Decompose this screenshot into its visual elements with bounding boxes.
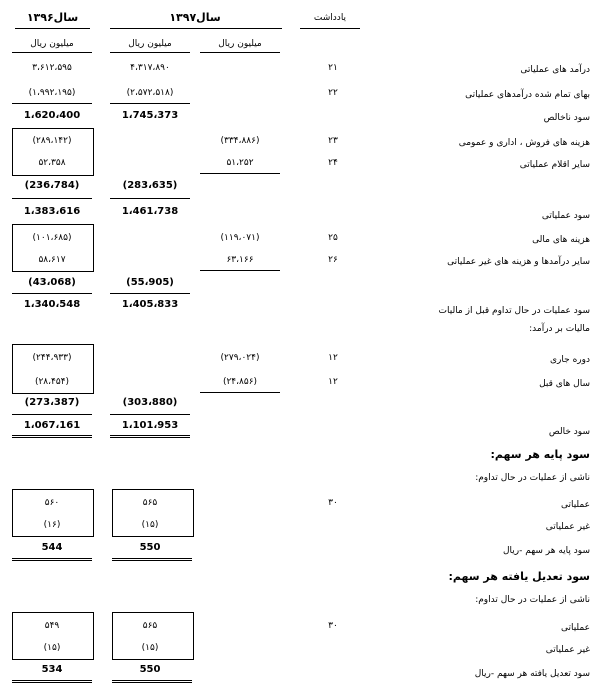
row-label-revenue: درآمد های عملیاتی bbox=[520, 65, 590, 75]
row-c1-selling-admin: (۲۸۹،۱۴۲) bbox=[32, 136, 72, 146]
row-c2-sub3: (303،880) bbox=[122, 397, 178, 408]
adj-eps-subtitle: ناشی از عملیات در حال تداوم: bbox=[475, 595, 590, 605]
row-c2-adj-op: ۵۶۵ bbox=[142, 621, 158, 631]
row-c3-other-op: ۵۱،۲۵۲ bbox=[226, 158, 254, 168]
row-c1-eps-total: 544 bbox=[41, 542, 63, 553]
adj-eps-section-title: سود تعدیل یافته هر سهم: bbox=[448, 570, 590, 583]
row-c1-pretax: 1،340،548 bbox=[23, 299, 81, 310]
row-c1-gross-profit: 1،620،400 bbox=[23, 110, 81, 121]
year-1396-header: سال۱۳۹۶ bbox=[26, 11, 79, 24]
row-c1-sub1: (236،784) bbox=[24, 180, 80, 191]
row-c2-sub2: (55،905) bbox=[126, 277, 174, 288]
row-c2-cogs: (۲،۵۷۲،۵۱۸) bbox=[126, 88, 174, 98]
rule-cogs-c1 bbox=[12, 103, 92, 104]
row-label-cogs: بهای تمام شده درآمدهای عملیاتی bbox=[465, 90, 590, 100]
row-label-eps-op: عملیاتی bbox=[560, 500, 590, 510]
row-label-tax-prior: سال های قبل bbox=[539, 379, 590, 389]
row-c1-adj-total: 534 bbox=[41, 664, 63, 675]
row-c1-other-op: ۵۲،۳۵۸ bbox=[38, 158, 66, 168]
row-note-cogs: ۲۲ bbox=[328, 88, 338, 98]
row-note-other-nonop: ۲۶ bbox=[328, 255, 338, 265]
row-note-finance: ۲۵ bbox=[328, 233, 338, 243]
row-c1-tax-current: (۲۴۴،۹۳۳) bbox=[32, 353, 72, 363]
row-c2-eps-op: ۵۶۵ bbox=[142, 498, 158, 508]
row-c1-adj-nonop: (۱۵) bbox=[43, 643, 61, 653]
rule-sub1-c1 bbox=[12, 198, 92, 199]
row-c3-tax-prior: (۲۴،۸۵۶) bbox=[222, 377, 258, 387]
row-c1-finance: (۱۰۱،۶۸۵) bbox=[32, 233, 72, 243]
header-rule-note bbox=[300, 28, 360, 29]
unit-rule-c1 bbox=[12, 52, 92, 53]
unit-label-c1: میلیون ریال bbox=[30, 39, 74, 49]
row-c1-net-profit: 1،067،161 bbox=[23, 420, 81, 431]
row-note-eps-op: ۳۰ bbox=[328, 498, 338, 508]
row-label-pretax: سود عملیات در حال تداوم قبل از مالیات bbox=[438, 306, 590, 316]
row-c1-adj-op: ۵۴۹ bbox=[44, 621, 60, 631]
header-rule-1397 bbox=[110, 28, 282, 29]
double-rule-eps-c1 bbox=[12, 558, 92, 561]
row-c1-eps-nonop: (۱۶) bbox=[43, 520, 61, 530]
row-label-eps-nonop: غیر عملیاتی bbox=[545, 522, 590, 532]
row-note-revenue: ۲۱ bbox=[328, 63, 338, 73]
rule-other-op-c3 bbox=[200, 173, 280, 174]
row-c2-eps-nonop: (۱۵) bbox=[141, 520, 159, 530]
row-c2-gross-profit: 1،745،373 bbox=[121, 110, 179, 121]
row-label-finance: هزینه های مالی bbox=[532, 235, 590, 245]
rule-cogs-c2 bbox=[110, 103, 190, 104]
row-c2-revenue: ۴،۳۱۷،۸۹۰ bbox=[130, 63, 170, 73]
unit-rule-c2 bbox=[110, 52, 190, 53]
double-rule-eps-c2 bbox=[112, 558, 192, 561]
row-c1-tax-prior: (۲۸،۴۵۴) bbox=[34, 377, 70, 387]
row-label-tax-title: مالیات بر درآمد: bbox=[529, 324, 590, 334]
row-c1-other-nonop: ۵۸،۶۱۷ bbox=[38, 255, 66, 265]
row-label-net-profit: سود خالص bbox=[548, 427, 590, 437]
rule-sub2-c2 bbox=[110, 293, 190, 294]
row-note-other-op: ۲۴ bbox=[328, 158, 338, 168]
row-note-tax-prior: ۱۲ bbox=[328, 377, 338, 387]
row-label-eps-total: سود پایه هر سهم -ریال bbox=[503, 546, 590, 556]
rule-sub1-c2 bbox=[110, 198, 190, 199]
row-label-selling-admin: هزینه های فروش ، اداری و عمومی bbox=[458, 138, 590, 148]
row-c1-cogs: (۱،۹۹۲،۱۹۵) bbox=[28, 88, 76, 98]
row-c1-sub3: (273،387) bbox=[24, 397, 80, 408]
row-label-adj-total: سود تعدیل یافته هر سهم -ریال bbox=[474, 669, 590, 679]
row-c2-adj-nonop: (۱۵) bbox=[141, 643, 159, 653]
unit-rule-c3 bbox=[200, 52, 280, 53]
double-rule-net-profit-c2 bbox=[110, 435, 190, 438]
rule-sub3-c2 bbox=[110, 414, 190, 415]
row-label-adj-nonop: غیر عملیاتی bbox=[545, 645, 590, 655]
row-label-gross-profit: سود ناخالص bbox=[543, 113, 590, 123]
row-c1-revenue: ۳،۶۱۲،۵۹۵ bbox=[32, 63, 72, 73]
double-rule-net-profit-c1 bbox=[12, 435, 92, 438]
header-rule-1396 bbox=[15, 28, 90, 29]
row-label-other-nonop: سایر درآمدها و هزینه های غیر عملیاتی bbox=[447, 257, 590, 267]
year-1397-header: سال۱۳۹۷ bbox=[169, 11, 221, 24]
row-c2-pretax: 1،405،833 bbox=[121, 299, 179, 310]
row-note-tax-current: ۱۲ bbox=[328, 353, 338, 363]
rule-sub3-c1 bbox=[12, 414, 92, 415]
row-c2-eps-total: 550 bbox=[139, 542, 161, 553]
row-label-other-op: سایر اقلام عملیاتی bbox=[519, 160, 590, 170]
eps-section-title: سود پایه هر سهم: bbox=[490, 448, 590, 461]
row-note-selling-admin: ۲۳ bbox=[328, 136, 338, 146]
row-c1-sub2: (43،068) bbox=[28, 277, 76, 288]
row-c3-tax-current: (۲۷۹،۰۲۴) bbox=[220, 353, 260, 363]
row-c2-op-profit: 1،461،738 bbox=[121, 206, 179, 217]
row-label-adj-op: عملیاتی bbox=[560, 623, 590, 633]
rule-sub2-c1 bbox=[12, 293, 92, 294]
row-label-op-profit: سود عملیاتی bbox=[541, 211, 590, 221]
note-header: یادداشت bbox=[313, 13, 347, 23]
row-c2-sub1: (283،635) bbox=[122, 180, 178, 191]
double-rule-adj-c2 bbox=[112, 680, 192, 683]
row-c3-other-nonop: ۶۳،۱۶۶ bbox=[226, 255, 254, 265]
eps-subtitle: ناشی از عملیات در حال تداوم: bbox=[475, 473, 590, 483]
row-c1-eps-op: ۵۶۰ bbox=[44, 498, 60, 508]
row-note-adj-op: ۳۰ bbox=[328, 621, 338, 631]
row-c3-finance: (۱۱۹،۰۷۱) bbox=[220, 233, 260, 243]
row-c3-selling-admin: (۳۳۴،۸۸۶) bbox=[220, 136, 260, 146]
row-c1-op-profit: 1،383،616 bbox=[23, 206, 81, 217]
rule-tax-prior-c3 bbox=[200, 392, 280, 393]
double-rule-adj-c1 bbox=[12, 680, 92, 683]
row-label-tax-current: دوره جاری bbox=[550, 355, 590, 365]
row-c2-net-profit: 1،101،953 bbox=[121, 420, 179, 431]
unit-label-c3: میلیون ریال bbox=[218, 39, 262, 49]
unit-label-c2: میلیون ریال bbox=[128, 39, 172, 49]
rule-other-nonop-c3 bbox=[200, 270, 280, 271]
row-c2-adj-total: 550 bbox=[139, 664, 161, 675]
